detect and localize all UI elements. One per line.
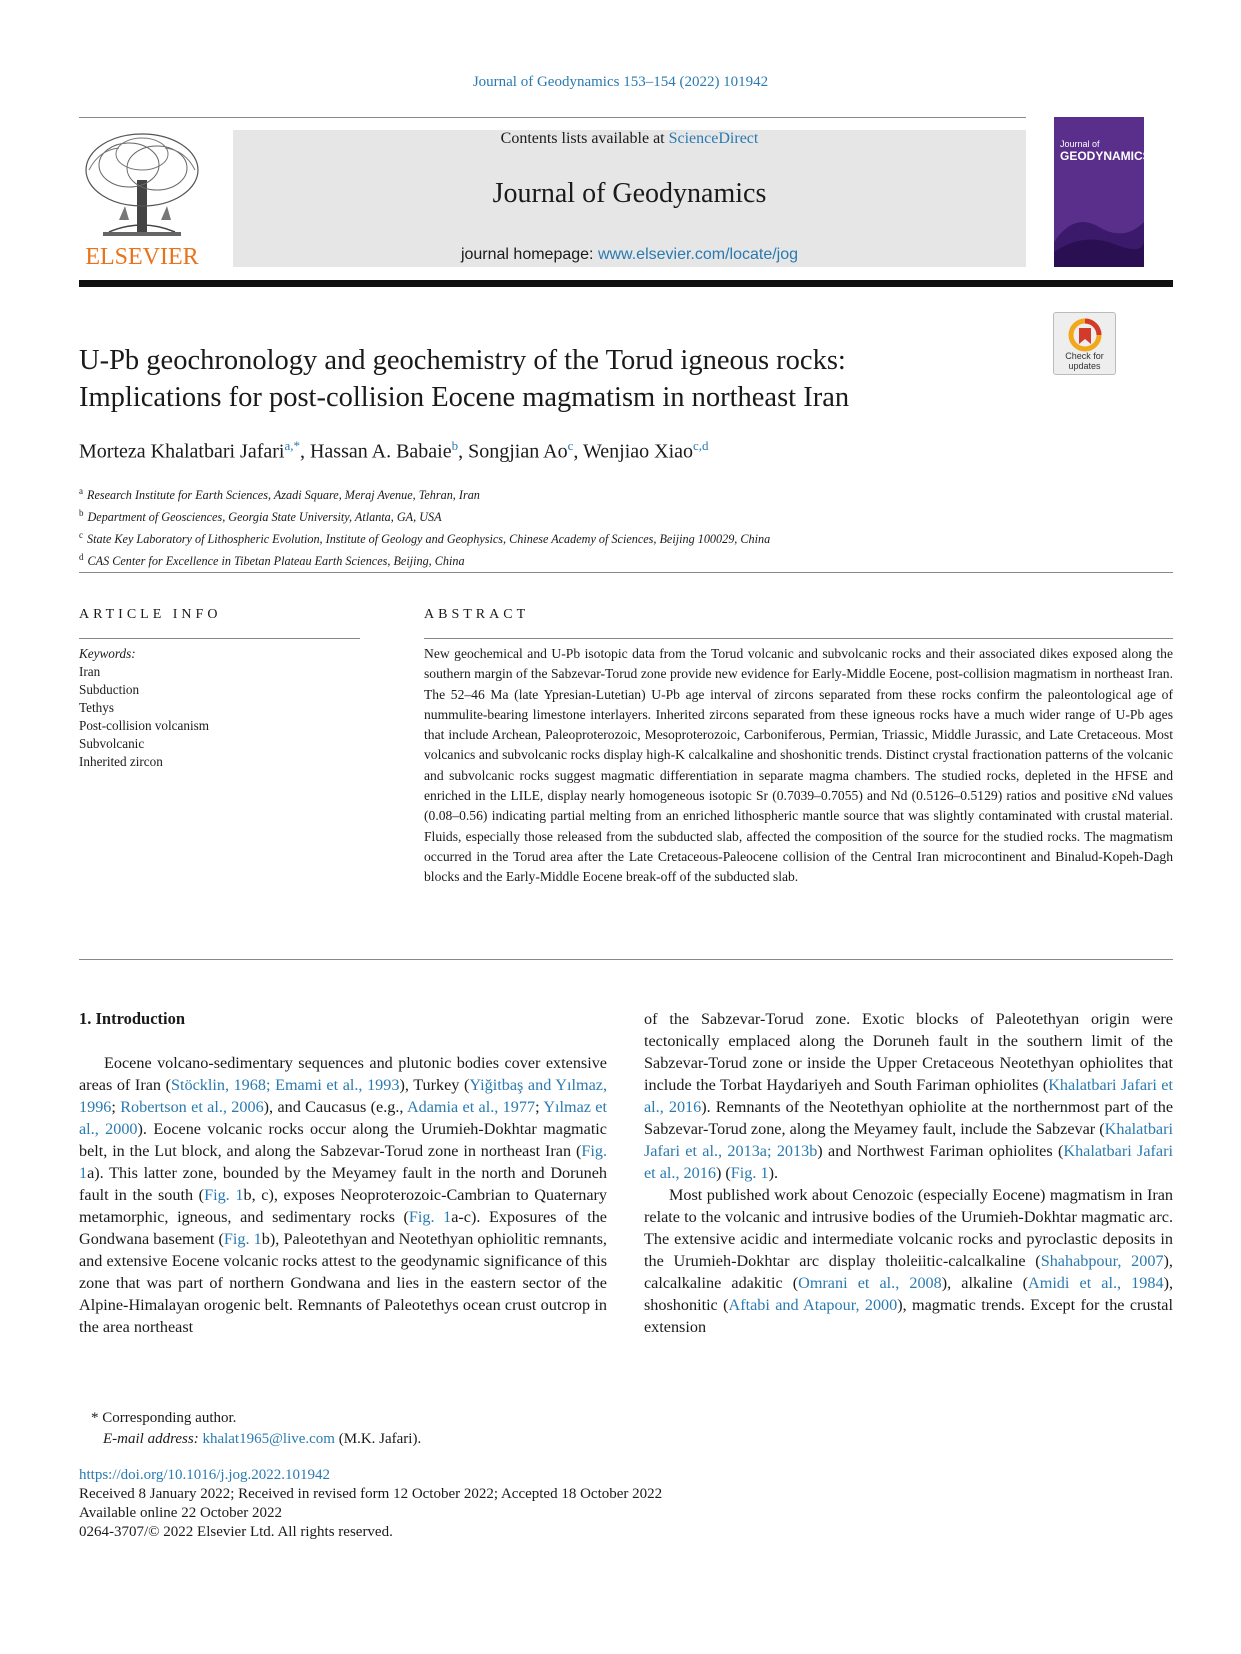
elsevier-logo xyxy=(79,130,205,270)
affiliation-item xyxy=(79,504,1139,526)
keyword-item: Subduction xyxy=(79,682,140,697)
abstract-heading: ABSTRACT xyxy=(424,607,530,622)
citation-link[interactable]: Fig. 1 xyxy=(204,1186,244,1204)
body-text: ). xyxy=(768,1164,778,1182)
body-text: ). Eocene volcanic rocks occur along the Urumieh-Dokhtar magmatic belt, in the Lut block, and along the Sabzevar-Torud zone in northeast Iran ( xyxy=(79,1120,607,1160)
author-affil-sup[interactable]: b xyxy=(451,438,459,453)
elsevier-wordmark: ELSEVIER xyxy=(85,244,199,270)
corresponding-author-note: Corresponding author. xyxy=(102,1410,237,1426)
keywords-block xyxy=(79,645,360,771)
citation-link[interactable]: Fig. 1 xyxy=(408,1208,452,1226)
check-updates-label: Check for updates xyxy=(1065,351,1104,371)
copyright: 0264-3707/© 2022 Elsevier Ltd. All rights reserved. xyxy=(79,1524,393,1540)
homepage-line xyxy=(233,246,1026,264)
citation-link[interactable]: Omrani et al., 2008 xyxy=(798,1274,942,1292)
citation-link[interactable]: Fig. 1 xyxy=(223,1230,262,1248)
affiliation-key: a xyxy=(79,486,83,496)
body-text: ), alkaline ( xyxy=(941,1274,1029,1292)
cover-big-text: GEODYNAMICS xyxy=(1060,149,1151,163)
affiliation-key: b xyxy=(79,508,84,519)
body-text: ), magmatic trends. Except for the crustal extension xyxy=(644,1296,1173,1336)
contents-line xyxy=(233,130,1026,148)
affiliation-list xyxy=(79,482,1139,570)
divider xyxy=(79,572,1173,573)
available-online: Available online 22 October 2022 xyxy=(79,1505,282,1521)
author-list: Morteza Khalatbari Jafari$^{a,*}$, Hassan A. Babaie$^b$, Songjian Ao$^c$, Wenjiao Xiao$^{c,d}$ xyxy=(79,438,709,463)
intro-paragraph xyxy=(79,1052,607,1338)
citation-link[interactable]: Fig. 1 xyxy=(79,1142,607,1182)
citation-link[interactable]: Fig. 1 xyxy=(730,1164,769,1182)
citation-link[interactable]: Amidi et al., 1984 xyxy=(1028,1274,1164,1292)
author-name[interactable]: Morteza Khalatbari Jafari xyxy=(79,440,285,463)
body-text: ; xyxy=(111,1098,121,1116)
citation-link[interactable]: Yılmaz et al., 2000 xyxy=(79,1098,607,1138)
body-text: Most published work about Cenozoic (especially Eocene) magmatism in Iran relate to the volcanic and intrusive bodies of the Urumieh-Dokhtar magmatic arc. The extensive acidic and intermediate volcanic rocks and pyroclastic deposits in the Urumieh-Dokhtar arc display tholeiitic-calcalkaline ( xyxy=(644,1186,1173,1270)
body-column-left xyxy=(79,1052,607,1338)
keyword-item: Iran xyxy=(79,664,101,679)
body-text: a). This latter zone, bounded by the Meyamey fault in the north and Doruneh fault in the south ( xyxy=(79,1164,607,1204)
check-updates-icon xyxy=(1068,318,1102,352)
citation-link[interactable]: Robertson et al., 2006 xyxy=(120,1098,264,1116)
journal-reference-link[interactable]: Journal of Geodynamics 153–154 (2022) 101942 xyxy=(472,74,769,90)
intro-paragraph xyxy=(644,1184,1173,1338)
email-suffix: (M.K. Jafari). xyxy=(334,1431,422,1447)
body-column-right xyxy=(644,1008,1173,1338)
body-text: a-c). Exposures of the Gondwana basement ( xyxy=(79,1208,607,1248)
homepage-link[interactable]: www.elsevier.com/locate/jog xyxy=(597,246,799,263)
affiliation-item xyxy=(79,548,1139,570)
citation-link[interactable]: Yiğitbaş and Yılmaz, 1996 xyxy=(79,1076,607,1116)
email-link[interactable]: khalat1965@live.com xyxy=(202,1431,335,1447)
citation-link[interactable]: Khalatbari Jafari et al., 2013a; 2013b xyxy=(644,1120,1173,1160)
article-metadata xyxy=(79,1466,879,1542)
check-for-updates-button[interactable] xyxy=(1053,312,1116,375)
header-thick-rule xyxy=(79,280,1173,287)
divider xyxy=(424,638,1173,639)
cover-wave-icon xyxy=(1054,202,1144,267)
top-rule xyxy=(79,117,1026,118)
title-line-2: Implications for post-collision Eocene magmatism in northeast Iran xyxy=(79,382,850,413)
abstract-text: New geochemical and U-Pb isotopic data from the Torud volcanic and subvolcanic rocks and their associated dikes exposed along the southern margin of the Sabzevar-Torud zone provide new evidence for Early-Middle Eocene, post-collision magmatism in northeast Iran. The 52–46 Ma (late Ypresian-Lutetian) U-Pb age interval of zircons separated from these rocks confirm the paleontological age of nummulite-bearing limestone interlayers. Inherited zircons separated from these igneous rocks have a much wider range of U-Pb ages that include Archean, Paleoproterozoic, Mesoproterozoic, Carboniferous, Permian, Triassic, Middle Jurassic, and Late Cretaceous. Most volcanics and subvolcanic rocks display high-K calcalkaline and shoshonitic trends. Distinct crystal fractionation patterns of the volcanic and subvolcanic rocks suggest magmatic differentiation in separate magma chambers. The studied rocks, depleted in the HFSE and enriched in the LILE, display nearly homogeneous isotopic Sr (0.7039–0.7055) and Nd (0.5126–0.5129) ratios and positive εNd values (0.08–0.56) indicating partial melting from an enriched lithospheric mantle source that was slightly contaminated with crustal material. Fluids, especially those released from the subducted slab, affected the composition of the source for the studied rocks. The magmatism occurred in the Torud area after the Late Cretaceous-Paleocene collision of the Central Iran microcontinent and Binalud-Kopeh-Dagh blocks and the Early-Middle Eocene break-off of the subducted slab. xyxy=(424,646,1173,885)
sciencedirect-link[interactable]: ScienceDirect xyxy=(668,130,759,147)
affiliation-key: c xyxy=(79,530,83,541)
affiliation-key: d xyxy=(79,552,84,563)
author-name[interactable]: Hassan A. Babaie xyxy=(309,440,452,463)
affiliation-text: State Key Laboratory of Lithospheric Evolution, Institute of Geology and Geophysics, Chinese Academy of Sciences, Beijing 100029, China xyxy=(87,532,771,547)
body-text: ) ( xyxy=(715,1164,731,1182)
paper-title xyxy=(79,342,1039,416)
divider xyxy=(79,638,360,639)
divider xyxy=(79,959,1173,960)
author-affil-sup[interactable]: a,* xyxy=(284,438,300,453)
body-text: Eocene volcano-sedimentary sequences and plutonic bodies cover extensive areas of Iran ( xyxy=(79,1054,607,1094)
journal-cover[interactable] xyxy=(1054,117,1151,267)
cover-small-text: Journal of xyxy=(1060,139,1100,149)
citation-link[interactable]: Stöcklin, 1968; Emami et al., 1993 xyxy=(170,1076,400,1094)
received-dates: Received 8 January 2022; Received in revised form 12 October 2022; Accepted 18 October 2022 xyxy=(79,1486,663,1502)
keyword-item: Inherited zircon xyxy=(79,754,163,769)
elsevier-tree-icon xyxy=(79,130,205,242)
keyword-item: Post-collision volcanism xyxy=(79,718,210,733)
body-text: b), Paleotethyan and Neotethyan ophiolitic remnants, and extensive Eocene volcanic rocks attest to the geodynamic significance of this zone that was part of northern Gondwana and lies in the eastern sector of the Alpine-Himalayan orogenic belt. Remnants of Paleotethys ocean crust outcrop in the area northeast xyxy=(79,1230,607,1336)
footnote xyxy=(79,1408,679,1450)
title-line-1: U-Pb geochronology and geochemistry of the Torud igneous rocks: xyxy=(79,345,846,376)
article-info-heading: ARTICLE INFO xyxy=(79,607,222,622)
affiliation-item xyxy=(79,526,1139,548)
introduction-heading: 1. Introduction xyxy=(79,1009,186,1028)
author-affil-sup[interactable]: c xyxy=(567,438,574,453)
author-affil-sup[interactable]: c,d xyxy=(693,438,709,453)
author-name[interactable]: Wenjiao Xiao xyxy=(583,440,694,463)
keyword-item: Subvolcanic xyxy=(79,736,145,751)
footnote-star: * xyxy=(91,1410,99,1426)
citation-link[interactable]: Aftabi and Atapour, 2000 xyxy=(728,1296,898,1314)
email-label: E-mail address: xyxy=(103,1431,203,1447)
body-text: ; xyxy=(535,1098,544,1116)
journal-title: Journal of Geodynamics xyxy=(492,178,767,209)
homepage-prefix: journal homepage: xyxy=(460,246,598,263)
body-text: ), and Caucasus (e.g., xyxy=(263,1098,407,1116)
author-name[interactable]: Songjian Ao xyxy=(468,440,568,463)
body-text: of the Sabzevar-Torud zone. Exotic blocks of Paleotethyan origin were tectonically emplaced along the Doruneh fault in the southern limit of the Sabzevar-Torud zone or inside the Upper Cretaceous Neotethyan ophiolites that include the Torbat Haydariyeh and South Fariman ophiolites ( xyxy=(644,1010,1173,1094)
body-text: ) and Northwest Fariman ophiolites ( xyxy=(817,1142,1064,1160)
body-text: ), calcalkaline adakitic ( xyxy=(644,1252,1173,1292)
citation-link[interactable]: Khalatbari Jafari et al., 2016 xyxy=(644,1142,1173,1182)
intro-paragraph xyxy=(644,1008,1173,1184)
keywords-label: Keywords: xyxy=(79,646,136,661)
body-text: ), shoshonitic ( xyxy=(644,1274,1173,1314)
affiliation-text: CAS Center for Excellence in Tibetan Plateau Earth Sciences, Beijing, China xyxy=(87,554,465,569)
contents-prefix: Contents lists available at xyxy=(500,130,669,147)
body-text: ). Remnants of the Neotethyan ophiolite at the northernmost part of the Sabzevar-Torud zone, along the Meyamey fault, include the Sabzevar ( xyxy=(644,1098,1174,1138)
keyword-item: Tethys xyxy=(79,700,114,715)
body-text: ), Turkey ( xyxy=(399,1076,470,1094)
citation-link[interactable]: Shahabpour, 2007 xyxy=(1040,1252,1164,1270)
affiliation-item xyxy=(79,482,1139,504)
affiliation-text: Department of Geosciences, Georgia State University, Atlanta, GA, USA xyxy=(87,510,442,525)
citation-link[interactable]: Khalatbari Jafari et al., 2016 xyxy=(644,1076,1173,1116)
body-text: b, c), exposes Neoproterozoic-Cambrian to Quaternary metamorphic, igneous, and sedimentary rocks ( xyxy=(79,1186,607,1226)
affiliation-text: Research Institute for Earth Sciences, Azadi Square, Meraj Avenue, Tehran, Iran xyxy=(87,488,480,503)
doi-link[interactable]: https://doi.org/10.1016/j.jog.2022.101942 xyxy=(79,1467,330,1483)
journal-masthead xyxy=(233,130,1026,267)
citation-link[interactable]: Adamia et al., 1977 xyxy=(406,1098,536,1116)
